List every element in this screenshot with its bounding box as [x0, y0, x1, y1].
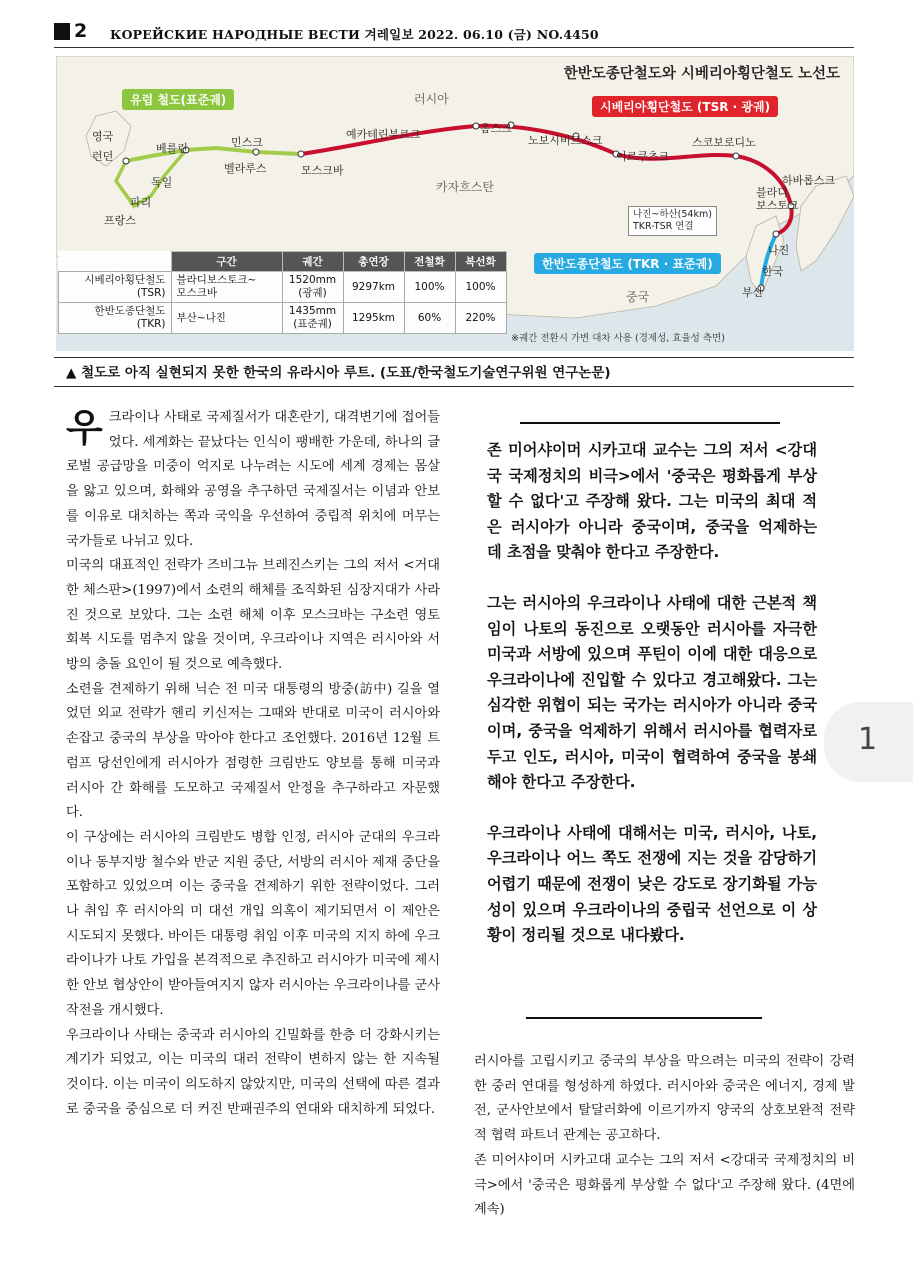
table-cell: 100% [404, 272, 455, 303]
table-cell: 블라디보스토크~ 모스크바 [171, 272, 282, 303]
eu-rail-badge: 유럽 철도(표준궤) [122, 89, 234, 110]
header-block-mark [54, 23, 70, 40]
tsr-badge: 시베리아횡단철도 (TSR · 광궤) [592, 96, 778, 117]
pullquote-rule-bottom [526, 1017, 762, 1019]
pullquote [487, 438, 817, 974]
table-cell: 220% [455, 303, 506, 334]
pullquote-rule-top [520, 422, 780, 424]
header-rule [54, 47, 854, 48]
table-header-cell: 총연장 [343, 252, 404, 272]
label-omsk: 옴스크 [480, 122, 512, 135]
label-novosibirsk: 노보시비르스크 [528, 134, 603, 147]
article-paragraph: 존 미어샤이머 시카고대 교수는 그의 저서 <강대국 국제정치의 비극>에서 '중국은 평화롭게 부상할 수 없다'고 주장해 왔다. (4면에 계속) [474, 1152, 855, 1218]
table-cell: 한반도종단철도 (TKR) [59, 303, 172, 334]
article-paragraph: 우크라이나 사태는 중국과 러시아의 긴밀화를 한층 더 강화시키는 계기가 되었고, 이는 미국의 대러 전략이 변하지 않는 한 지속될 것이다. 이는 미국이 의도하지 않았지만, 미국의 선택에 따른 결과로 중국을 중심으로 더 커진 반패권주의 연대와 대치하게 되었다. [66, 1027, 440, 1117]
page-header [54, 20, 854, 50]
rail-comparison-table [58, 251, 507, 334]
label-korea: 한국 [762, 265, 784, 278]
label-skovorodino: 스코보로디노 [692, 136, 756, 149]
masthead: КОРЕЙСКИЕ НАРОДНЫЕ ВЕСТИ 겨레일보 2022. 06.10 (금) NO.4450 [110, 27, 599, 42]
drop-cap: 우 [66, 406, 103, 450]
page-indicator-number: 1 [858, 722, 878, 757]
table-cell: 100% [455, 272, 506, 303]
tkr-badge: 한반도종단철도 (TKR · 표준궤) [534, 253, 721, 274]
label-russia: 러시아 [414, 92, 449, 106]
label-busan: 부산 [742, 286, 764, 299]
label-yekaterinburg: 예카테린부르크 [346, 128, 421, 141]
label-najin: 나진 [768, 244, 790, 257]
label-paris: 파리 [130, 196, 152, 209]
caption-rule-bottom [54, 386, 854, 387]
table-header-cell: 궤간 [282, 252, 343, 272]
article-paragraph [66, 406, 440, 554]
label-france: 프랑스 [104, 214, 136, 227]
table-header-cell [59, 252, 172, 272]
table-cell: 9297km [343, 272, 404, 303]
label-moscow: 모스크바 [301, 164, 344, 177]
label-minsk: 민스크 [231, 136, 263, 149]
label-vladivostok: 블라디 보스토크 [756, 186, 799, 212]
table-footnote: ※궤간 전환시 가변 대차 사용 (경제성, 효율성 측면) [511, 333, 725, 344]
table-header-cell: 전철화 [404, 252, 455, 272]
table-cell: 60% [404, 303, 455, 334]
connector-note: 나진~하산(54km) TKR-TSR 연결 [628, 206, 717, 236]
article-paragraph: 미국의 대표적인 전략가 즈비그뉴 브레진스키는 그의 저서 <거대한 체스판>(1997)에서 소련의 해체를 조직화된 심장지대가 사라진 것으로 보았다. 그는 소련 해체 이후 모스크바는 구소련 영토 회복 시도를 멈추지 않을 것이며, 우크라이나 지역은 러시아와 서방의 충돌 요인이 될 것으로 예측했다. [66, 558, 440, 673]
label-uk: 영국 [92, 130, 114, 143]
table-header-row [59, 252, 507, 272]
table-cell: 부산~나진 [171, 303, 282, 334]
figure-caption: ▲ 철도로 아직 실현되지 못한 한국의 유라시아 루트. (도표/한국철도기술연구위원 연구논문) [66, 365, 611, 381]
table-cell: 1435mm (표준궤) [282, 303, 343, 334]
table-row [59, 303, 507, 334]
railway-map [56, 56, 854, 351]
label-london: 런던 [92, 150, 114, 163]
table-cell: 1520mm (광궤) [282, 272, 343, 303]
table-row [59, 272, 507, 303]
article-paragraph-text: 크라이나 사태로 국제질서가 대혼란기, 대격변기에 접어들었다. 세계화는 끝났다는 인식이 팽배한 가운데, 하나의 글로벌 공급망을 미중이 억지로 나누려는 시도에 세계 경제는 몸살을 앓고 있으며, 화해와 공영을 추구하던 국제질서는 이념과 안보를 이유로 대치하는 쪽과 국익을 우선하여 중립적 위치에 머무는 국가들로 나뉘고 있다. [66, 410, 440, 549]
page-number: 2 [74, 20, 88, 42]
table-cell: 1295km [343, 303, 404, 334]
article-paragraph: 러시아를 고립시키고 중국의 부상을 막으려는 미국의 전략이 강력한 중러 연대를 형성하게 하였다. 러시아와 중국은 에너지, 경제 발전, 군사안보에서 탈달러화에 이르기까지 양국의 상호보완적 전략적 협력 파트너 관계는 공고하다. [474, 1054, 855, 1144]
table-header-cell: 복선화 [455, 252, 506, 272]
table-cell: 시베리아횡단철도 (TSR) [59, 272, 172, 303]
label-kazakhstan: 카자흐스탄 [436, 180, 494, 194]
table-header-cell: 구간 [171, 252, 282, 272]
map-title: 한반도종단철도와 시베리아횡단철도 노선도 [563, 66, 840, 82]
pullquote-paragraph: 존 미어샤이머 시카고대 교수는 그의 저서 <강대국 국제정치의 비극>에서 '중국은 평화롭게 부상할 수 없다'고 주장해 왔다. 그는 미국의 최대 적은 러시아가 아니라 중국이며, 중국을 억제하는 데 초점을 맞춰야 한다고 주장한다. [487, 441, 817, 562]
label-belarus: 벨라루스 [224, 162, 267, 175]
label-irkutsk: 이르쿠츠크 [616, 150, 670, 163]
pullquote-paragraph: 우크라이나 사태에 대해서는 미국, 러시아, 나토, 우크라이나 어느 쪽도 전쟁에 지는 것을 감당하기 어렵기 때문에 전쟁이 낮은 강도로 장기화될 가능성이 있으며 우크라이나의 중립국 선언으로 이 상황이 정리될 것으로 내다봤다. [487, 823, 817, 945]
label-germany: 독일 [151, 176, 173, 189]
label-berlin: 베를린 [156, 142, 188, 155]
pullquote-paragraph: 그는 러시아의 우크라이나 사태에 대한 근본적 책임이 나토의 동진으로 오랫동안 러시아를 자극한 미국과 서방에 있으며 푸틴이 이에 대한 대응으로 우크라이나에 진입할 수 있다고 경고해왔다. 그는 심각한 위협이 되는 국가는 러시아가 아니라 중국이며, 중국을 억제하기 위해서 러시아를 협력자로 두고 인도, 러시아, 미국이 협력하여 중국을 봉쇄해야 한다고 주장한다. [487, 593, 817, 792]
article-paragraph: 소련을 견제하기 위해 닉슨 전 미국 대통령의 방중(訪中) 길을 열었던 외교 전략가 헨리 키신저는 그때와 반대로 미국이 러시아와 손잡고 중국의 부상을 막아야 한다고 조언했다. 2016년 12월 트럼프 당선인에게 러시아가 점령한 크림반도 양보를 통해 미국과 러시아 간 화해를 도모하고 국제질서 안정을 추구하라고 자문했다. [66, 681, 440, 821]
label-china: 중국 [626, 290, 650, 304]
page-indicator-tab[interactable] [824, 702, 913, 782]
article-paragraph: 이 구상에는 러시아의 크림반도 병합 인정, 러시아 군대의 우크라이나 동부지방 철수와 반군 지원 중단, 서방의 러시아 제재 중단을 포함하고 있었으며 이는 중국을 견제하기 위한 전략이었다. 그러나 취임 후 러시아의 미 대선 개입 의혹이 제기되면서 이 제안은 시도되지 못했다. 바이든 대통령 취임 이후 미국의 지지 하에 우크라이나가 나토 가입을 본격적으로 추진하고 러시아가 미국에 제시한 안보 협상안이 받아들여지지 않자 러시아는 우크라이나를 군사작전을 개시했다. [66, 829, 440, 1018]
caption-rule-top [54, 357, 854, 358]
article-left-column [66, 406, 440, 1122]
article-right-column [474, 1050, 855, 1223]
label-khabarovsk: 하바롭스크 [782, 174, 836, 187]
